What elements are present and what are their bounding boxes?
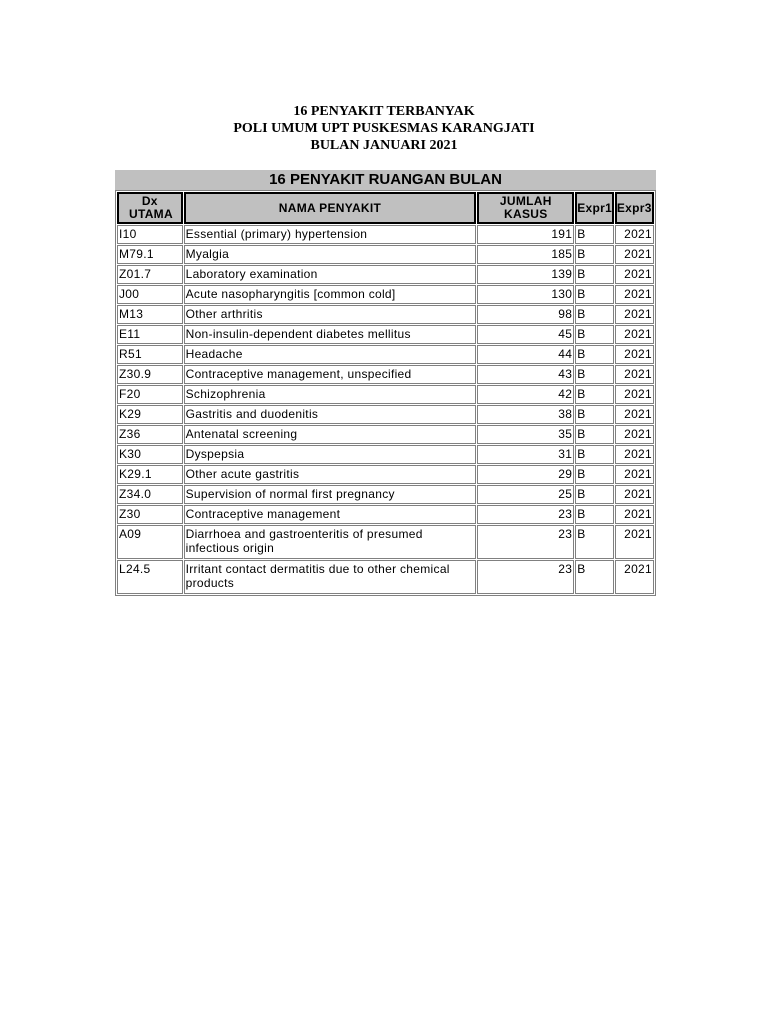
cell-dx: M79.1 — [117, 245, 183, 264]
cell-expr1: B — [575, 325, 613, 344]
column-header-expr3: Expr3 — [615, 192, 654, 224]
cell-disease-name: Headache — [184, 345, 477, 364]
cell-case-count: 29 — [477, 465, 574, 484]
cell-expr1: B — [575, 245, 613, 264]
cell-expr3: 2021 — [615, 560, 654, 594]
cell-case-count: 185 — [477, 245, 574, 264]
cell-dx: L24.5 — [117, 560, 183, 594]
cell-disease-name: Non-insulin-dependent diabetes mellitus — [184, 325, 477, 344]
table-row — [117, 560, 654, 594]
cell-expr1: B — [575, 485, 613, 504]
column-header-count: JUMLAH KASUS — [477, 192, 574, 224]
cell-dx: J00 — [117, 285, 183, 304]
cell-dx: K29 — [117, 405, 183, 424]
cell-disease-name: Supervision of normal first pregnancy — [184, 485, 477, 504]
table-row — [117, 445, 654, 464]
column-header-expr1: Expr1 — [575, 192, 613, 224]
cell-disease-name: Gastritis and duodenitis — [184, 405, 477, 424]
cell-expr1: B — [575, 505, 613, 524]
cell-expr3: 2021 — [615, 225, 654, 244]
cell-disease-name: Contraceptive management, unspecified — [184, 365, 477, 384]
cell-expr1: B — [575, 285, 613, 304]
cell-dx: Z30 — [117, 505, 183, 524]
table-row — [117, 305, 654, 324]
table-row — [117, 505, 654, 524]
cell-case-count: 98 — [477, 305, 574, 324]
cell-dx: E11 — [117, 325, 183, 344]
cell-case-count: 23 — [477, 560, 574, 594]
table-row — [117, 345, 654, 364]
cell-disease-name: Irritant contact dermatitis due to other chemical products — [184, 560, 477, 594]
cell-dx: A09 — [117, 525, 183, 559]
column-header-dx: Dx UTAMA — [117, 192, 183, 224]
cell-expr3: 2021 — [615, 285, 654, 304]
table-row — [117, 525, 654, 559]
cell-disease-name: Acute nasopharyngitis [common cold] — [184, 285, 477, 304]
cell-disease-name: Other acute gastritis — [184, 465, 477, 484]
cell-case-count: 42 — [477, 385, 574, 404]
cell-disease-name: Schizophrenia — [184, 385, 477, 404]
cell-disease-name: Myalgia — [184, 245, 477, 264]
table-row — [117, 265, 654, 284]
header-period: BULAN JANUARI 2021 — [310, 138, 458, 153]
cell-expr3: 2021 — [615, 245, 654, 264]
cell-expr3: 2021 — [615, 385, 654, 404]
cell-expr1: B — [575, 560, 613, 594]
table-row — [117, 485, 654, 504]
cell-case-count: 45 — [477, 325, 574, 344]
report-banner: 16 PENYAKIT RUANGAN BULAN — [115, 170, 656, 190]
table-row — [117, 425, 654, 444]
cell-disease-name: Contraceptive management — [184, 505, 477, 524]
cell-expr1: B — [575, 385, 613, 404]
cell-expr3: 2021 — [615, 505, 654, 524]
table-row — [117, 225, 654, 244]
table-body — [117, 225, 654, 594]
table-row — [117, 245, 654, 264]
cell-disease-name: Essential (primary) hypertension — [184, 225, 477, 244]
cell-expr1: B — [575, 365, 613, 384]
cell-case-count: 35 — [477, 425, 574, 444]
cell-expr3: 2021 — [615, 445, 654, 464]
cell-case-count: 38 — [477, 405, 574, 424]
cell-disease-name: Antenatal screening — [184, 425, 477, 444]
cell-expr3: 2021 — [615, 345, 654, 364]
document-header — [0, 103, 768, 154]
table-row — [117, 405, 654, 424]
cell-expr1: B — [575, 225, 613, 244]
cell-expr3: 2021 — [615, 305, 654, 324]
cell-dx: Z30.9 — [117, 365, 183, 384]
cell-case-count: 139 — [477, 265, 574, 284]
table-header-row — [117, 192, 654, 224]
cell-expr3: 2021 — [615, 485, 654, 504]
cell-expr3: 2021 — [615, 425, 654, 444]
cell-disease-name: Laboratory examination — [184, 265, 477, 284]
cell-expr1: B — [575, 405, 613, 424]
cell-case-count: 23 — [477, 525, 574, 559]
header-title: 16 PENYAKIT TERBANYAK — [293, 104, 475, 119]
cell-disease-name: Diarrhoea and gastroenteritis of presumed infectious origin — [184, 525, 477, 559]
table-row — [117, 325, 654, 344]
cell-expr1: B — [575, 445, 613, 464]
table-row — [117, 465, 654, 484]
cell-expr1: B — [575, 525, 613, 559]
cell-case-count: 191 — [477, 225, 574, 244]
table-row — [117, 285, 654, 304]
cell-dx: Z01.7 — [117, 265, 183, 284]
table-row — [117, 385, 654, 404]
cell-dx: I10 — [117, 225, 183, 244]
cell-dx: Z36 — [117, 425, 183, 444]
cell-expr1: B — [575, 425, 613, 444]
table-row — [117, 365, 654, 384]
cell-case-count: 43 — [477, 365, 574, 384]
cell-expr1: B — [575, 345, 613, 364]
cell-expr1: B — [575, 305, 613, 324]
cell-expr3: 2021 — [615, 365, 654, 384]
cell-case-count: 44 — [477, 345, 574, 364]
cell-expr3: 2021 — [615, 465, 654, 484]
cell-dx: M13 — [117, 305, 183, 324]
column-header-name: NAMA PENYAKIT — [184, 192, 477, 224]
cell-case-count: 130 — [477, 285, 574, 304]
cell-dx: K30 — [117, 445, 183, 464]
cell-dx: F20 — [117, 385, 183, 404]
cell-dx: Z34.0 — [117, 485, 183, 504]
cell-dx: K29.1 — [117, 465, 183, 484]
cell-expr1: B — [575, 265, 613, 284]
cell-disease-name: Other arthritis — [184, 305, 477, 324]
cell-dx: R51 — [117, 345, 183, 364]
cell-case-count: 25 — [477, 485, 574, 504]
header-clinic: POLI UMUM UPT PUSKESMAS KARANGJATI — [233, 121, 535, 136]
cell-expr3: 2021 — [615, 525, 654, 559]
cell-disease-name: Dyspepsia — [184, 445, 477, 464]
cell-expr3: 2021 — [615, 325, 654, 344]
cell-case-count: 23 — [477, 505, 574, 524]
disease-report — [115, 170, 656, 596]
cell-expr3: 2021 — [615, 265, 654, 284]
disease-table — [115, 190, 656, 596]
cell-case-count: 31 — [477, 445, 574, 464]
cell-expr3: 2021 — [615, 405, 654, 424]
cell-expr1: B — [575, 465, 613, 484]
